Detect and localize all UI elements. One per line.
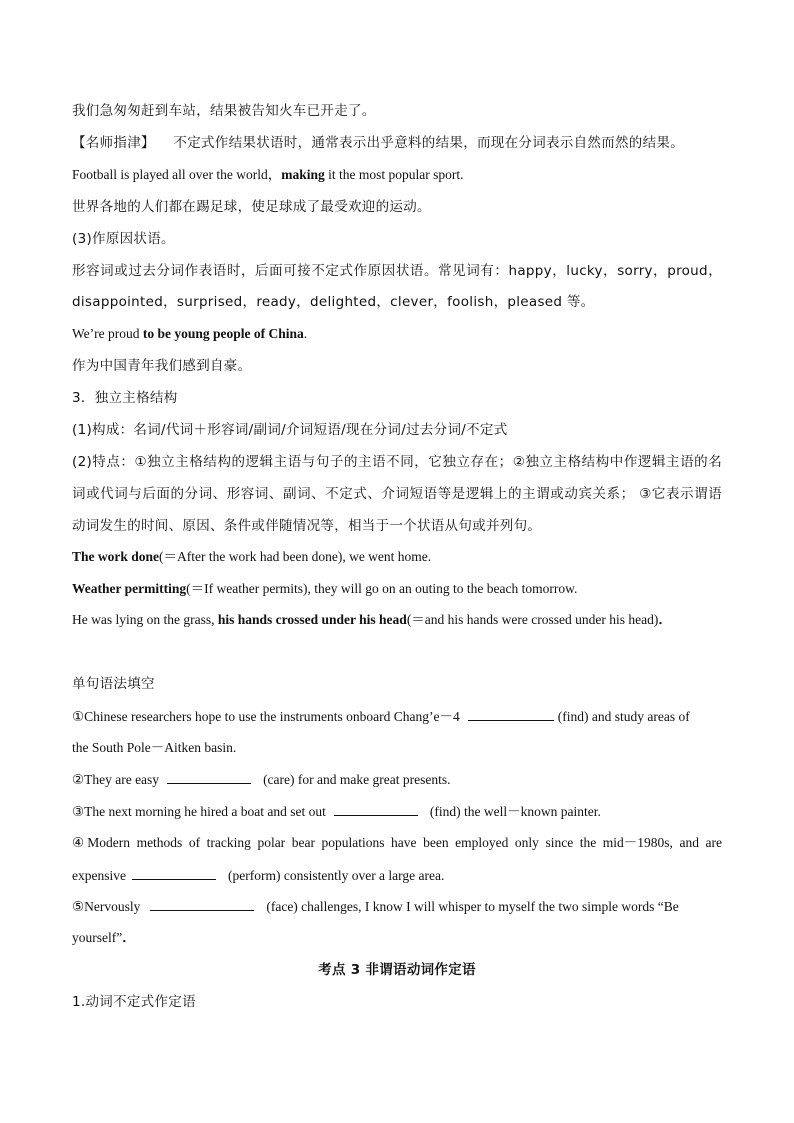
question-text: ②They are easy [72, 772, 160, 787]
text-line: 我们急匆匆赶到车站，结果被告知火车已开走了。 [72, 103, 376, 119]
exercise-item-1 [72, 707, 690, 726]
example-sentence [72, 325, 307, 343]
highlight-word: making [281, 167, 325, 182]
highlight-phrase: to be young people of China [142, 326, 304, 341]
exercise-title: 单句语法填空 [72, 676, 155, 692]
question-text: yourself” [72, 930, 123, 945]
question-text: (perform) consistently over a large area. [227, 868, 445, 883]
section-heading: 考点 3 非谓语动词作定语 [318, 962, 476, 978]
question-text: (face) challenges, I know I will whisper to myself the two simple words “Be [266, 899, 679, 914]
question-text: (find) and study areas of [557, 709, 690, 724]
exercise-item-4: ④Modern methods of tracking polar bear populations have been employed only since the mid－1980s, and are [72, 835, 722, 850]
example-sentence [72, 611, 672, 629]
sentence-part: it the most popular sport. [324, 167, 464, 182]
sentence-part: (＝If weather permits), they will go on an outing to the beach tomorrow. [186, 581, 578, 596]
section-title: 3．独立主格结构 [72, 390, 178, 406]
text-line: 词或代词与后面的分词、形容词、副词、不定式、介词短语等是逻辑上的主谓或动宾关系； ③它表示谓语 [72, 486, 722, 502]
subsection-title: (3)作原因状语。 [72, 231, 175, 247]
text-line: disappointed，surprised，ready，delighted，clever，foolish，pleased 等。 [72, 294, 595, 310]
question-text: ③The next morning he hired a boat and set out [72, 804, 326, 819]
sentence-part: . [303, 326, 308, 341]
exercise-item-5 [72, 897, 679, 916]
question-text: ①Chinese researchers hope to use the instruments onboard Chang’e－4 [72, 709, 460, 724]
highlight-phrase: his hands crossed under his head [217, 612, 407, 627]
answer-blank[interactable] [334, 802, 418, 816]
answer-blank[interactable] [150, 897, 254, 911]
question-text: (find) the well－known painter. [429, 804, 601, 819]
tip-line [72, 134, 684, 152]
text-line: 动词发生的时间、原因、条件或伴随情况等，相当于一个状语从句或并列句。 [72, 518, 542, 534]
example-sentence [72, 580, 577, 598]
translation-line: 世界各地的人们都在踢足球，使足球成了最受欢迎的运动。 [72, 199, 431, 215]
exercise-item-3 [72, 802, 601, 821]
exercise-item-1-cont: the South Pole－Aitken basin. [72, 740, 237, 755]
tip-label: 【名师指津】 [72, 135, 155, 151]
example-sentence [72, 548, 431, 566]
example-sentence [72, 166, 463, 184]
highlight-phrase: Weather permitting [72, 581, 187, 596]
exercise-item-2 [72, 770, 450, 789]
exercise-item-4-cont [72, 866, 444, 885]
exercise-item-5-cont [72, 929, 136, 947]
answer-blank[interactable] [468, 707, 554, 721]
sentence-part: (＝After the work had been done), we went home. [159, 549, 432, 564]
sentence-part: (＝and his hands were crossed under his head) [406, 612, 659, 627]
translation-line: 作为中国青年我们感到自豪。 [72, 358, 252, 374]
tip-text: 不定式作结果状语时，通常表示出乎意料的结果，而现在分词表示自然而然的结果。 [173, 135, 685, 151]
answer-blank[interactable] [167, 770, 251, 784]
question-text: expensive [72, 868, 126, 883]
answer-blank[interactable] [132, 866, 216, 880]
sentence-part: We’re proud [72, 326, 143, 341]
question-text: (care) for and make great presents. [263, 772, 451, 787]
text-line: 形容词或过去分词作表语时，后面可接不定式作原因状语。常见词有：happy，lucky，sorry，proud， [72, 263, 722, 279]
highlight-phrase: The work done [72, 549, 160, 564]
sentence-part: Football is played all over the world， [72, 167, 282, 182]
sentence-part: He was lying on the grass, [72, 612, 218, 627]
sentence-part: ． [658, 612, 672, 627]
subsection-title: 1.动词不定式作定语 [72, 994, 196, 1010]
text-line: (2)特点：①独立主格结构的逻辑主语与句子的主语不同，它独立存在；②独立主格结构中作逻辑主语的名 [72, 454, 722, 470]
question-text: ⑤Nervously [72, 899, 141, 914]
question-text: ． [122, 930, 136, 945]
text-line: (1)构成：名词/代词＋形容词/副词/介词短语/现在分词/过去分词/不定式 [72, 422, 508, 438]
